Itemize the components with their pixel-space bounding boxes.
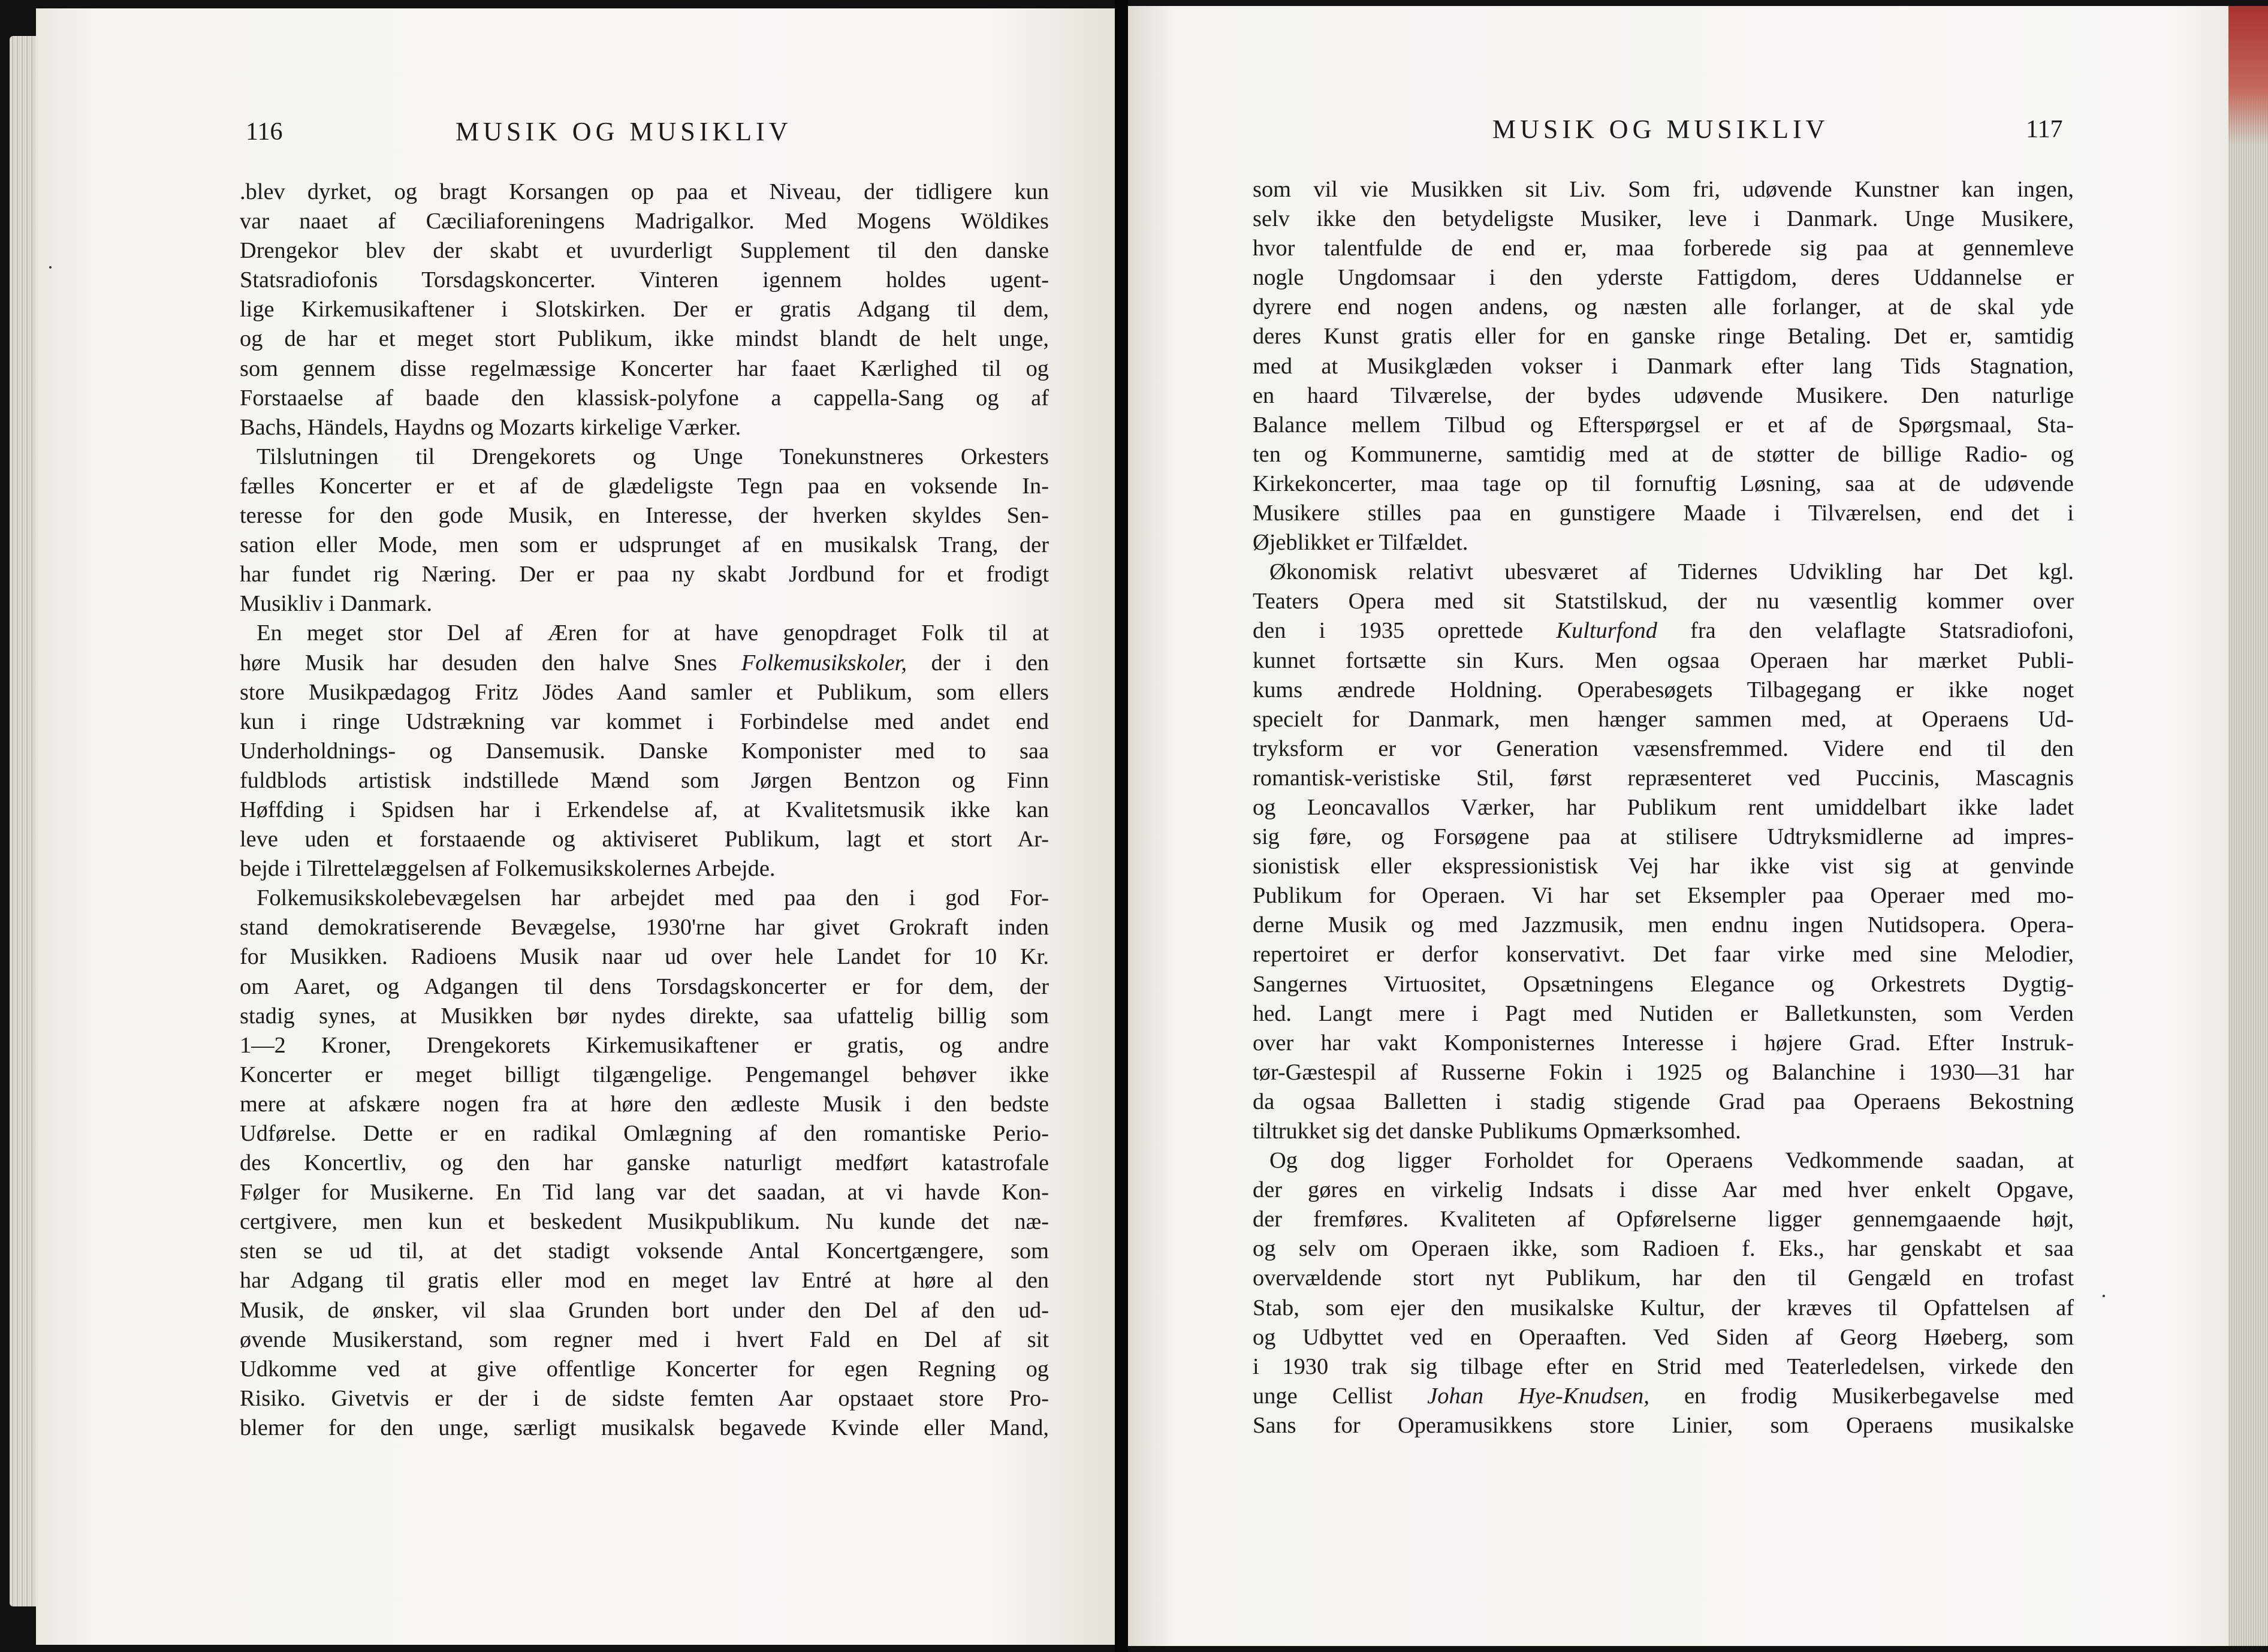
text-run: den i 1935 oprettede: [1253, 618, 1557, 644]
text-line: [1253, 793, 2074, 822]
text-run: lige Kirkemusikaftener i Slotskirken. Der er gratis Adgang til dem,: [240, 297, 1049, 322]
text-line: [1253, 1087, 2074, 1117]
text-run: Økonomisk relativt ubesværet af Tidernes Udvikling har Det kgl.: [1269, 559, 2074, 585]
text-line: [240, 589, 1049, 619]
text-line: [240, 1296, 1049, 1325]
text-run: teresse for den gode Musik, en Interesse, der hverken skyldes Sen-: [240, 503, 1049, 529]
text-line: [1253, 970, 2074, 999]
text-line: [1253, 1029, 2074, 1058]
text-line: [1253, 263, 2074, 293]
text-line: [1253, 999, 2074, 1029]
text-run: selv ikke den betydeligste Musiker, leve i Danmark. Unge Musikere,: [1253, 206, 2074, 232]
text-run: dyrere end nogen andens, og næsten alle forlanger, at de skal yde: [1253, 294, 2074, 320]
text-run: overvældende stort nyt Publikum, har den til Gengæld en trofast: [1253, 1265, 2074, 1291]
text-run: certgivere, men kun et beskedent Musikpublikum. Nu kunde det næ-: [240, 1209, 1049, 1235]
text-run: med at Musikglæden vokser i Danmark efter lang Tids Stagnation,: [1253, 353, 2074, 379]
text-run: Følger for Musikerne. En Tid lang var det saadan, at vi havde Kon-: [240, 1180, 1049, 1205]
text-run: deres Kunst gratis eller for en ganske ringe Betaling. Det er, samtidig: [1253, 324, 2074, 349]
text-run: ten og Kommunerne, samtidig med at de støtter de billige Radio- og: [1253, 441, 2074, 467]
text-line: [240, 1237, 1049, 1266]
text-run: og Udbyttet ved en Operaaften. Ved Siden af Georg Høeberg, som: [1253, 1324, 2074, 1350]
text-line: [240, 1207, 1049, 1237]
text-run: der fremføres. Kvaliteten af Opførelserne ligger gennemgaaende højt,: [1253, 1207, 2074, 1232]
right-page: [1128, 6, 2255, 1646]
italic-run: Kulturfond: [1556, 618, 1657, 644]
text-line: [240, 1266, 1049, 1295]
text-line: [1253, 1323, 2074, 1352]
text-line: [1253, 705, 2074, 734]
text-line: [1253, 822, 2074, 852]
text-line: [1253, 557, 2074, 587]
text-line: [240, 1002, 1049, 1031]
text-line: [240, 913, 1049, 942]
text-run: blemer for den unge, særligt musikalsk begavede Kvinde eller Mand,: [240, 1415, 1049, 1440]
text-run: mere at afskære nogen fra at høre den ædleste Musik i den bedste: [240, 1091, 1049, 1117]
text-run: En meget stor Del af Æren for at have genopdraget Folk til at: [257, 620, 1049, 646]
text-line: [1253, 499, 2074, 528]
text-run: var naaet af Cæciliaforeningens Madrigalkor. Med Mogens Wöldikes: [240, 209, 1049, 234]
italic-run: Johan Hye-Knudsen,: [1427, 1383, 1649, 1409]
text-run: Statsradiofonis Torsdagskoncerter. Vinteren igennem holdes ugent-: [240, 267, 1049, 293]
text-line: [1253, 1382, 2074, 1411]
text-line: [1253, 1117, 2074, 1146]
text-line: [1253, 381, 2074, 411]
text-run: Musikliv i Danmark.: [240, 591, 432, 617]
text-run: da ogsaa Balletten i stadig stigende Grad paa Operaens Bekostning: [1253, 1089, 2074, 1114]
text-run: Teaters Opera med sit Statstilskud, der nu væsentlig kommer over: [1253, 589, 2074, 614]
text-run: Drengekor blev der skabt et uvurderligt Supplement til den danske: [240, 238, 1049, 264]
text-line: [240, 530, 1049, 560]
text-run: om Aaret, og Adgangen til dens Torsdagskoncerter er for dem, der: [240, 973, 1049, 999]
text-run: som gennem disse regelmæssige Koncerter har faaet Kærlighed til og: [240, 355, 1049, 381]
text-line: [240, 942, 1049, 972]
text-run: og selv om Operaen ikke, som Radioen f. Eks., har genskabt et saa: [1253, 1236, 2074, 1262]
text-line: [240, 236, 1049, 266]
text-run: stadig synes, at Musikken bør nydes direkte, saa ufattelig billig som: [240, 1003, 1049, 1029]
text-line: [1253, 1058, 2074, 1087]
text-run: sten se ud til, at det stadigt voksende Antal Koncertgængere, som: [240, 1238, 1049, 1264]
text-line: [1253, 322, 2074, 351]
text-run: des Koncertliv, og den har ganske naturligt medført katastrofale: [240, 1150, 1049, 1176]
text-run: bejde i Tilrettelæggelsen af Folkemusikskolernes Arbejde.: [240, 856, 776, 882]
text-line: [240, 737, 1049, 766]
text-run: Kirkekoncerter, maa tage op til fornuftig Løsning, saa at de udøvende: [1253, 471, 2074, 496]
text-run: sation eller Mode, men som er udsprunget af en musikalsk Trang, der: [240, 532, 1049, 558]
text-line: [240, 1119, 1049, 1148]
text-run: høre Musik har desuden den halve Snes: [240, 650, 741, 676]
running-head: MUSIK OG MUSIKLIV: [456, 117, 792, 146]
left-page: [36, 8, 1115, 1645]
text-line: [1253, 940, 2074, 969]
text-line: [1253, 881, 2074, 911]
text-run: har Adgang til gratis eller mod en meget lav Entré at høre al den: [240, 1268, 1049, 1294]
text-run: Musik, de ønsker, vil slaa Grunden bort under den Del af den ud-: [240, 1297, 1049, 1323]
text-line: [240, 649, 1049, 678]
page-number: 117: [2026, 116, 2063, 143]
text-run: nogle Ungdomsaar i den yderste Fattigdom, deres Uddannelse er: [1253, 265, 2074, 291]
text-line: [240, 1178, 1049, 1207]
text-run: leve uden et forstaaende og aktiviseret Publikum, lagt et stort Ar-: [240, 827, 1049, 852]
text-line: [240, 560, 1049, 589]
text-run: der i den: [906, 650, 1049, 676]
text-run: Risiko. Givetvis er der i de sidste femten Aar opstaaet store Pro-: [240, 1385, 1049, 1411]
text-run: Publikum for Operaen. Vi har set Eksempler paa Operaer med mo-: [1253, 883, 2074, 909]
text-run: romantisk-veristiske Stil, først repræsenteret ved Puccinis, Mascagnis: [1253, 765, 2074, 791]
text-line: [240, 1031, 1049, 1060]
text-line: [240, 1090, 1049, 1119]
text-run: fælles Koncerter er et af de glædeligste Tegn paa en voksende In-: [240, 473, 1049, 499]
text-line: [240, 884, 1049, 913]
text-line: [240, 707, 1049, 737]
text-run: stand demokratiserende Bevægelse, 1930'rne har givet Grokraft inden: [240, 915, 1049, 940]
text-run: Sans for Operamusikkens store Linier, som Operaens musikalske: [1253, 1412, 2074, 1438]
text-run: Og dog ligger Forholdet for Operaens Vedkommende saadan, at: [1269, 1148, 2074, 1174]
text-line: [1253, 676, 2074, 705]
text-line: [1253, 616, 2074, 646]
text-line: [1253, 293, 2074, 322]
text-line: [240, 207, 1049, 236]
text-line: [1253, 852, 2074, 881]
page-stack-edge-right: [2228, 6, 2268, 1646]
text-run: hvor talentfulde de end er, maa forberede sig paa at gennemleve: [1253, 236, 2074, 261]
text-run: som vil vie Musikken sit Liv. Som fri, udøvende Kunstner kan ingen,: [1253, 177, 2074, 202]
text-line: [1253, 1146, 2074, 1175]
text-line: [1253, 1411, 2074, 1440]
text-line: [1253, 1205, 2074, 1234]
text-line: [1253, 204, 2074, 234]
text-line: [1253, 234, 2074, 263]
text-run: og de har et meget stort Publikum, ikke mindst blandt de helt unge,: [240, 326, 1049, 352]
text-run: der gøres en virkelig Indsats i disse Aar med hver enkelt Opgave,: [1253, 1177, 2074, 1203]
text-line: [240, 1148, 1049, 1178]
text-run: Forstaaelse af baade den klassisk-polyfone a cappella-Sang og af: [240, 385, 1049, 411]
text-run: Tilslutningen til Drengekorets og Unge Tonekunstneres Orkesters: [257, 444, 1049, 469]
text-run: fuldblods artistisk indstillede Mænd som Jørgen Bentzon og Finn: [240, 767, 1049, 793]
body-text: [1253, 175, 2074, 1440]
text-line: [240, 619, 1049, 648]
text-run: Stab, som ejer den musikalske Kultur, der kræves til Opfattelsen af: [1253, 1295, 2074, 1321]
gutter: [1115, 0, 1128, 1652]
text-run: 1—2 Kroner, Drengekorets Kirkemusikaftener er gratis, og andre: [240, 1032, 1049, 1058]
text-run: kums ændrede Holdning. Operabesøgets Tilbagegang er ikke noget: [1253, 677, 2074, 703]
text-line: [240, 354, 1049, 384]
text-line: [240, 413, 1049, 442]
text-run: Underholdnings- og Dansemusik. Danske Komponister med to saa: [240, 738, 1049, 764]
text-line: [240, 442, 1049, 472]
text-run: en haard Tilværelse, der bydes udøvende Musikere. Den naturlige: [1253, 382, 2074, 408]
speck: [49, 266, 52, 269]
text-run: Udkomme ved at give offentlige Koncerter for egen Regning og: [240, 1356, 1049, 1382]
text-line: [240, 1384, 1049, 1413]
text-run: en frodig Musikerbegavelse med: [1649, 1383, 2074, 1409]
red-edge-stain: [2228, 6, 2268, 144]
text-run: og Leoncavallos Værker, har Publikum rent umiddelbart ikke ladet: [1253, 794, 2074, 820]
text-run: Musikere stilles paa en gunstigere Maade i Tilværelsen, end det i: [1253, 501, 2074, 526]
text-run: Øjeblikket er Tilfældet.: [1253, 530, 1468, 556]
text-run: Folkemusikskolebevægelsen har arbejdet med paa den i god For-: [257, 885, 1049, 911]
text-line: [240, 295, 1049, 324]
speck: [2103, 1295, 2105, 1297]
text-line: [240, 766, 1049, 795]
text-run: Sangernes Virtuositet, Opsætningens Elegance og Orkestrets Dygtig-: [1253, 971, 2074, 997]
text-line: [1253, 1234, 2074, 1264]
text-run: har fundet rig Næring. Der er paa ny skabt Jordbund for et frodigt: [240, 562, 1049, 587]
text-line: [240, 795, 1049, 825]
text-run: Bachs, Händels, Haydns og Mozarts kirkelige Værker.: [240, 414, 741, 440]
text-line: [1253, 440, 2074, 469]
text-line: [1253, 1175, 2074, 1205]
text-run: øvende Musikerstand, som regner med i hvert Fald en Del af sit: [240, 1327, 1049, 1352]
text-run: unge Cellist: [1253, 1383, 1428, 1409]
text-run: Udførelse. Dette er en radikal Omlægning af den romantiske Perio-: [240, 1121, 1049, 1146]
italic-run: Folkemusikskoler,: [741, 650, 907, 676]
page-number: 116: [246, 118, 283, 146]
text-run: for Musikken. Radioens Musik naar ud over hele Landet for 10 Kr.: [240, 944, 1049, 970]
text-line: [1253, 469, 2074, 499]
text-line: [1253, 175, 2074, 204]
text-line: [240, 177, 1049, 207]
text-run: kun i ringe Udstrækning var kommet i Forbindelse med andet end: [240, 709, 1049, 734]
text-line: [1253, 764, 2074, 793]
text-line: [240, 1355, 1049, 1384]
text-line: [1253, 911, 2074, 940]
text-line: [240, 854, 1049, 884]
text-line: [240, 1325, 1049, 1355]
text-line: [240, 825, 1049, 854]
text-run: over har vakt Komponisternes Interesse i højere Grad. Efter Instruk-: [1253, 1030, 2074, 1056]
body-text: [240, 177, 1049, 1443]
text-line: [1253, 411, 2074, 440]
text-line: [1253, 1264, 2074, 1293]
text-run: Høffding i Spidsen har i Erkendelse af, at Kvalitetsmusik ikke kan: [240, 797, 1049, 822]
text-run: sig føre, og Forsøgene paa at stilisere Udtryksmidlerne ad impres-: [1253, 824, 2074, 850]
text-line: [240, 324, 1049, 354]
text-run: store Musikpædagog Fritz Jödes Aand samler et Publikum, som ellers: [240, 679, 1049, 705]
text-line: [1253, 587, 2074, 616]
text-run: derne Musik og med Jazzmusik, men endnu ingen Nutidsopera. Opera-: [1253, 912, 2074, 938]
text-run: repertoiret er derfor konservativt. Det faar virke med sine Melodier,: [1253, 942, 2074, 967]
text-run: Koncerter er meget billigt tilgængelige. Pengemangel behøver ikke: [240, 1062, 1049, 1087]
text-line: [1253, 528, 2074, 557]
text-line: [240, 678, 1049, 707]
text-line: [1253, 1352, 2074, 1382]
text-line: [1253, 352, 2074, 381]
text-line: [240, 384, 1049, 413]
text-run: tør-Gæstespil af Russerne Fokin i 1925 og Balanchine i 1930—31 har: [1253, 1059, 2074, 1085]
text-line: [240, 1060, 1049, 1090]
text-run: i 1930 trak sig tilbage efter en Strid med Teaterledelsen, virkede den: [1253, 1353, 2074, 1379]
text-line: [240, 472, 1049, 501]
text-run: fra den velaflagte Statsradiofoni,: [1657, 618, 2074, 644]
text-run: hed. Langt mere i Pagt med Nutiden er Balletkunsten, som Verden: [1253, 1000, 2074, 1026]
text-run: tiltrukket sig det danske Publikums Opmærksomhed.: [1253, 1119, 1741, 1144]
text-line: [1253, 646, 2074, 676]
text-run: sionistisk eller ekspressionistisk Vej har ikke vist sig at genvinde: [1253, 854, 2074, 879]
text-run: tryksform er vor Generation væsensfremmed. Videre end til den: [1253, 735, 2074, 761]
text-run: .blev dyrket, og bragt Korsangen op paa et Niveau, der tidligere kun: [240, 179, 1049, 204]
text-run: Balance mellem Tilbud og Efterspørgsel er et af de Spørgsmaal, Sta-: [1253, 412, 2074, 438]
running-head: MUSIK OG MUSIKLIV: [1492, 114, 1829, 144]
text-line: [240, 972, 1049, 1002]
text-line: [240, 501, 1049, 530]
text-run: specielt for Danmark, men hænger sammen med, at Operaens Ud-: [1253, 706, 2074, 732]
text-run: kunnet fortsætte sin Kurs. Men ogsaa Operaen har mærket Publi-: [1253, 647, 2074, 673]
text-line: [240, 266, 1049, 295]
text-line: [1253, 734, 2074, 764]
text-line: [1253, 1294, 2074, 1323]
text-line: [240, 1413, 1049, 1443]
